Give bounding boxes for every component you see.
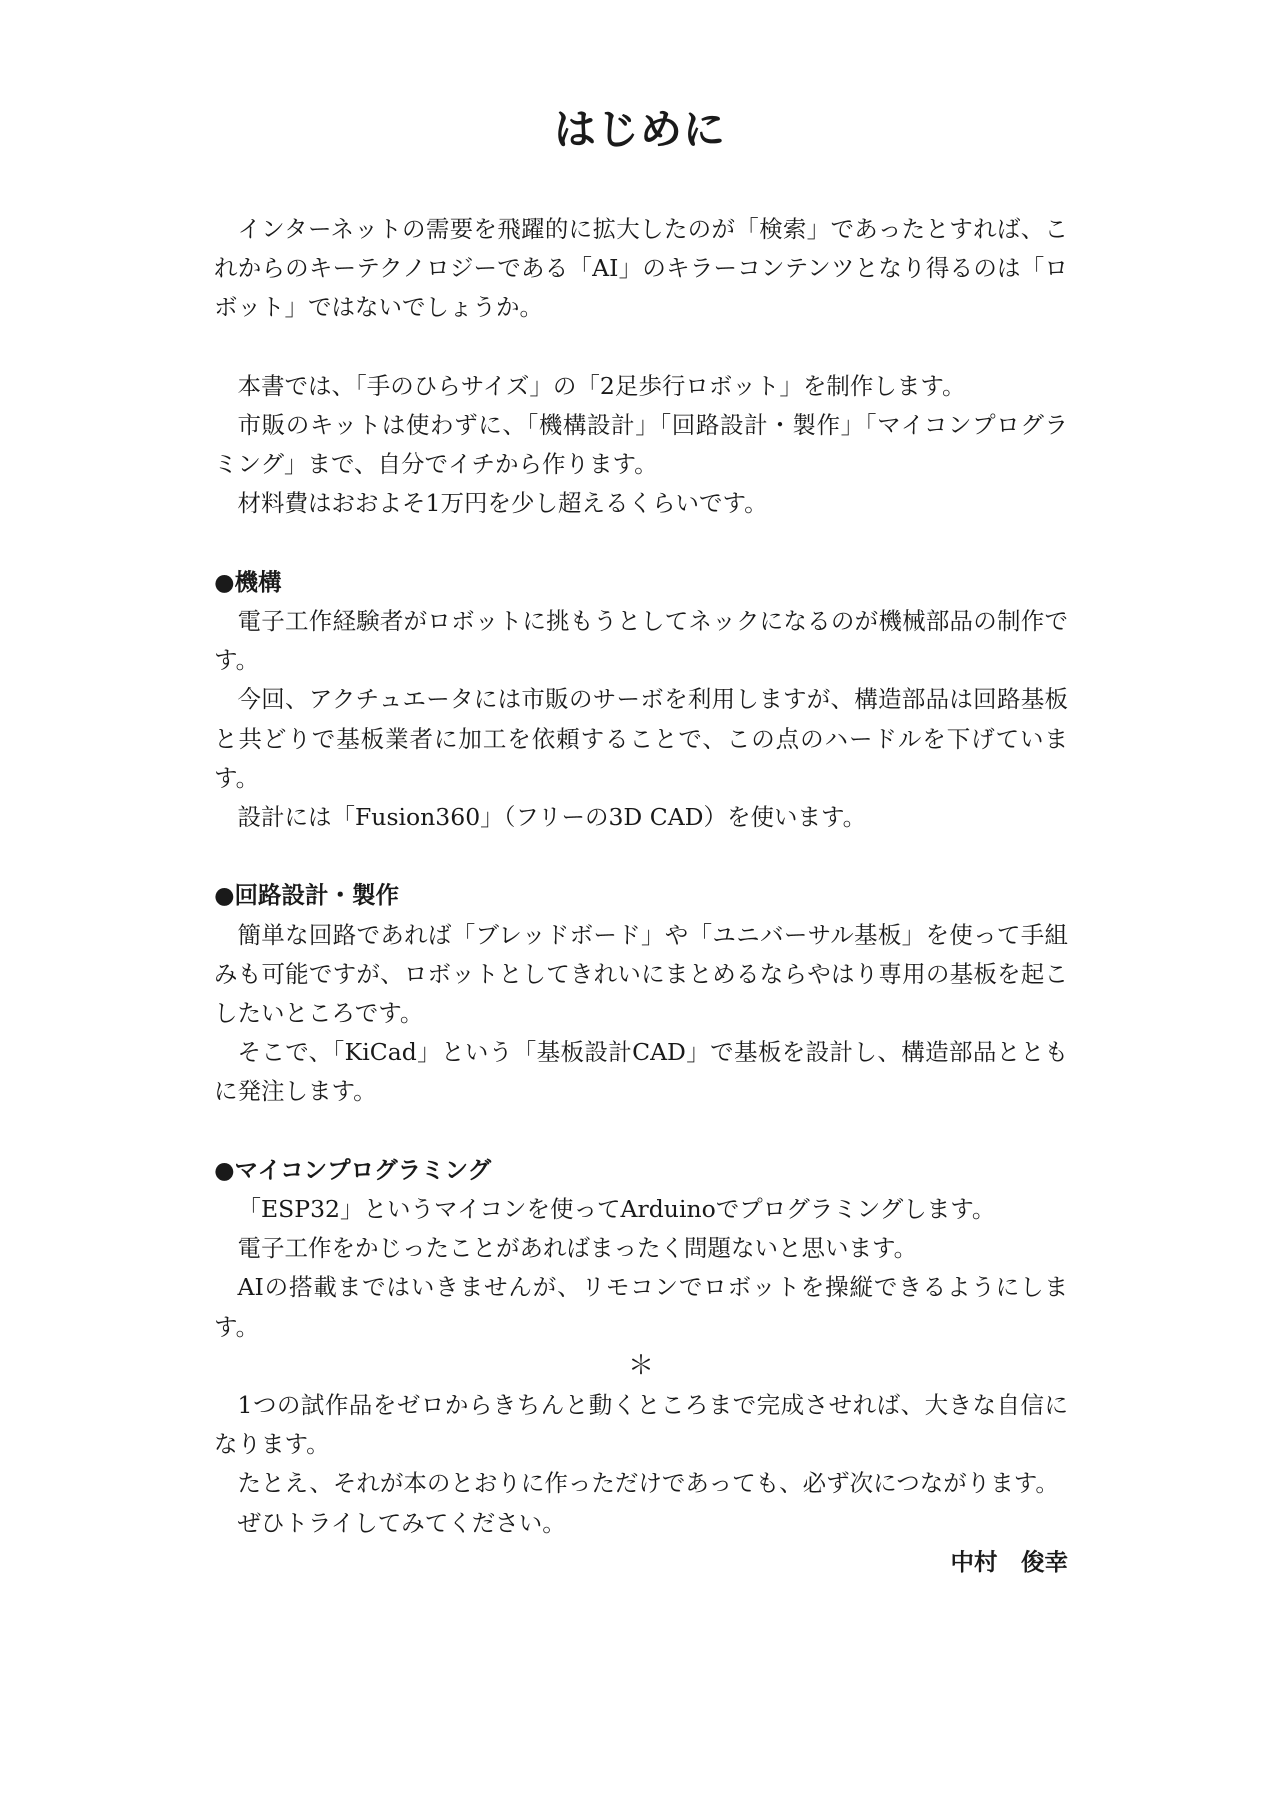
closing-paragraph: ぜひトライしてみてください。 xyxy=(237,1508,566,1537)
closing-paragraph: たとえ、それが本のとおりに作っただけであっても、必ず次につながります。 xyxy=(237,1469,1059,1498)
closing-paragraph: 1つの試作品をゼロからきちんと動くところまで完成させれば、大きな自信になります。 xyxy=(214,1391,1068,1459)
page-title: はじめに xyxy=(553,105,726,154)
paragraph-gap xyxy=(214,837,1068,876)
section-paragraph: 「ESP32」というマイコンを使ってArduinoでプログラミングします。 xyxy=(237,1195,996,1224)
overview-paragraph: 市販のキットは使わずに、「機構設計」「回路設計・製作」「マイコンプログラミング」まで、自分でイチから作ります。 xyxy=(214,411,1068,479)
asterisk-separator: ＊ xyxy=(627,1350,654,1381)
section-paragraph: そこで、「KiCad」という「基板設計CAD」で基板を設計し、構造部品とともに発注します。 xyxy=(214,1038,1068,1106)
section-heading-programming: ●マイコンプログラミング xyxy=(214,1155,492,1184)
section-paragraph: 電子工作をかじったことがあればまったく問題ないと思います。 xyxy=(237,1234,918,1263)
section-paragraph: 設計には「Fusion360」（フリーの3D CAD）を使います。 xyxy=(237,803,867,832)
section-paragraph: AIの搭載まではいきませんが、リモコンでロボットを操縦できるようにします。 xyxy=(214,1273,1068,1341)
overview-paragraph: 材料費はおおよそ1万円を少し超えるくらいです。 xyxy=(237,489,768,518)
overview-paragraph: 本書では、「手のひらサイズ」の「2足歩行ロボット」を制作します。 xyxy=(237,371,966,400)
section-heading-mechanism: ●機構 xyxy=(214,567,282,596)
section-heading-circuit: ●回路設計・製作 xyxy=(214,881,400,910)
paragraph-gap xyxy=(214,328,1068,367)
section-paragraph: 簡単な回路であれば「ブレッドボード」や「ユニバーサル基板」を使って手組みも可能ですが、ロボットとしてきれいにまとめるならやはり専用の基板を起こしたいところです。 xyxy=(214,920,1068,1028)
paragraph-gap xyxy=(214,524,1068,563)
intro-paragraph: インターネットの需要を飛躍的に拡大したのが「検索」であったとすれば、これからのキーテクノロジーである「AI」のキラーコンテンツとなり得るのは「ロボット」ではないでしょうか。 xyxy=(214,215,1068,322)
paragraph-gap xyxy=(214,1112,1068,1151)
author-name: 中村 俊幸 xyxy=(950,1547,1068,1576)
section-paragraph: 電子工作経験者がロボットに挑もうとしてネックになるのが機械部品の制作です。 xyxy=(214,607,1068,675)
section-paragraph: 今回、アクチュエータには市販のサーボを利用しますが、構造部品は回路基板と共どりで基板業者に加工を依頼することで、この点のハードルを下げています。 xyxy=(214,685,1068,792)
document-body xyxy=(214,210,1068,1582)
